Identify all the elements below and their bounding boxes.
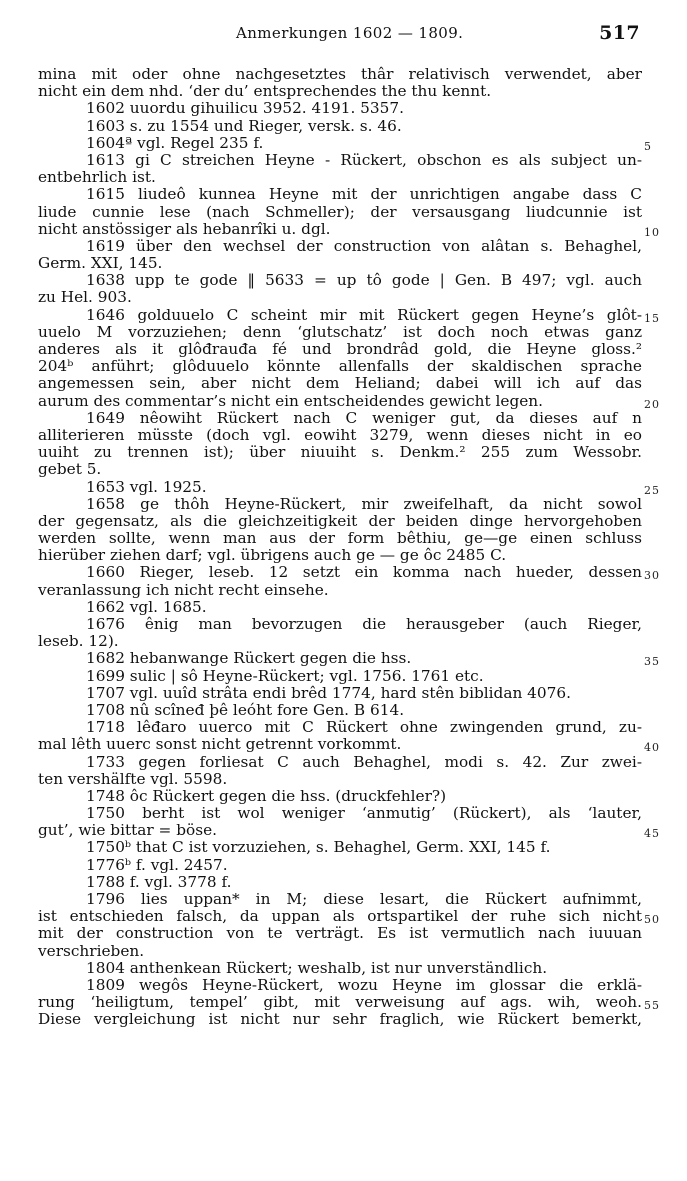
text-line [38, 391, 660, 411]
text-line [38, 169, 642, 186]
line-text: mit der construction von te verträgt. Es ist vermutlich nach iuuuan [38, 924, 642, 943]
line-text: 1796 lies uppan* in M; diese lesart, die Rückert aufnimmt, [86, 890, 642, 908]
line-text: uuelo M vorzuziehen; denn ‘glutschatz’ ist doch noch etwas ganz [38, 322, 642, 341]
text-line [38, 477, 660, 497]
text-line [38, 960, 642, 977]
text-line [38, 719, 642, 736]
text-line [38, 805, 642, 822]
line-text: gebet 5. [38, 460, 102, 479]
line-text: mal lêth uuerc sonst nicht getrennt vorkommt. [38, 735, 402, 754]
line-text: 1707 vgl. uuîd strâta endi brêd 1774, hard stên biblidan 4076. [86, 683, 571, 702]
line-text: der gegensatz, als die gleichzeitigkeit der beiden dinge hervorgehoben [38, 511, 642, 530]
line-text: 1809 wegôs Heyne-Rückert, wozu Heyne im glossar die erklä- [86, 975, 642, 994]
line-number: 20 [644, 397, 660, 411]
line-number: 45 [644, 827, 660, 841]
text-line [38, 754, 642, 771]
text-line [38, 410, 642, 427]
text-line [38, 272, 642, 289]
line-text: 1748 ôc Rückert gegen die hss. (druckfehler?) [86, 786, 447, 805]
text-line [38, 925, 642, 942]
text-line [38, 1011, 642, 1028]
line-text: 1649 nêowiht Rückert nach C weniger gut, da dieses auf n [86, 408, 642, 427]
text-line [38, 616, 642, 633]
line-text: hierüber ziehen darf; vgl. übrigens auch ge — ge ôc 2485 C. [38, 546, 507, 565]
text-line [38, 649, 660, 669]
line-text: 1603 s. zu 1554 und Rieger, versk. s. 46. [86, 116, 402, 135]
line-text: 1653 vgl. 1925. [86, 477, 207, 496]
line-text: 1660 Rieger, leseb. 12 setzt ein komma nach hueder, dessen [86, 563, 642, 582]
line-text: 1788 f. vgl. 3778 f. [86, 872, 232, 891]
text-line [38, 152, 642, 169]
line-text: 1604ª vgl. Regel 235 f. [86, 133, 264, 152]
line-text: 1708 nû scîneđ þê leóht fore Gen. B 614. [86, 700, 405, 719]
text-line [38, 305, 660, 325]
line-text: entbehrlich ist. [38, 168, 156, 187]
line-number: 35 [644, 655, 660, 669]
line-text: 1718 lêđaro uuerco mit C Rückert ohne zwingenden grund, zu- [86, 718, 642, 737]
text-line [38, 857, 642, 874]
line-text: 1776ᵇ f. vgl. 2457. [86, 855, 228, 874]
line-text: nicht ein dem nhd. ‘der du’ entsprechendes the thu kennt. [38, 82, 492, 101]
text-line [38, 118, 642, 135]
line-text: 1613 gi C streichen Heyne - Rückert, obschon es als subject un- [86, 150, 642, 169]
page-number: 517 [599, 22, 640, 44]
text-line [38, 547, 642, 564]
line-text: angemessen sein, aber nicht dem Heliand; dabei will ich auf das [38, 374, 642, 393]
line-text: Germ. XXI, 145. [38, 254, 163, 273]
line-number: 55 [644, 999, 660, 1013]
line-number: 30 [644, 569, 660, 583]
line-number: 5 [644, 139, 652, 153]
text-line [38, 788, 642, 805]
text-line [38, 375, 642, 392]
text-line [38, 771, 642, 788]
text-line [38, 599, 642, 616]
line-text: anderes als it glôđrauđa fé und brondrâd gold, die Heyne gloss.² [38, 340, 642, 358]
line-number: 40 [644, 741, 660, 755]
text-line [38, 219, 660, 239]
text-line [38, 100, 642, 117]
text-line [38, 341, 642, 358]
text-line [38, 943, 642, 960]
running-title: Anmerkungen 1602 — 1809. [236, 24, 464, 42]
line-text: veranlassung ich nicht recht einsehe. [38, 580, 329, 599]
line-text: nicht anstössiger als hebanrîki u. dgl. [38, 219, 331, 238]
text-line [38, 821, 660, 841]
text-line [38, 530, 642, 547]
line-text: werden sollte, wenn man aus der form bêthiu, ge—ge einen schluss [38, 529, 642, 548]
text-line [38, 735, 660, 755]
line-text: aurum des commentar’s nicht ein entscheidendes gewicht legen. [38, 391, 544, 410]
text-line [38, 993, 660, 1013]
text-line [38, 685, 642, 702]
notes-body [38, 65, 660, 1029]
text-line [38, 133, 652, 153]
text-line [38, 668, 642, 685]
text-line [38, 702, 642, 719]
text-line [38, 582, 642, 599]
line-text: leseb. 12). [38, 632, 119, 651]
line-text: 1602 uuordu gihuilicu 3952. 4191. 5357. [86, 99, 404, 118]
text-line [38, 563, 660, 583]
line-text: 1658 ge thôh Heyne-Rückert, mir zweifelhaft, da nicht sowol [86, 494, 642, 513]
text-line [38, 238, 642, 255]
line-text: ist entschieden falsch, da uppan als ortspartikel der ruhe sich nicht [38, 907, 642, 926]
text-line [38, 204, 642, 221]
line-text: rung ‘heiligtum, tempel’ gibt, mit verweisung auf ags. wih, weoh. [38, 993, 642, 1012]
text-line [38, 874, 642, 891]
line-text: ten vershälfte vgl. 5598. [38, 769, 228, 788]
text-line [38, 496, 642, 513]
line-text: 1750ᵇ that C ist vorzuziehen, s. Behaghel, Germ. XXI, 145 f. [86, 838, 551, 857]
line-text: 1699 sulic | sô Heyne-Rückert; vgl. 1756. 1761 etc. [86, 666, 484, 685]
page-header [40, 22, 640, 46]
text-line [38, 83, 642, 100]
line-text: liude cunnie lese (nach Schmeller); der versausgang liudcunnie ist [38, 202, 642, 221]
line-text: Diese vergleichung ist nicht nur sehr fraglich, wie Rückert bemerkt, [38, 1010, 642, 1029]
line-text: verschrieben. [38, 941, 145, 960]
text-line [38, 839, 642, 856]
line-text: gut’, wie bittar = böse. [38, 821, 217, 840]
line-text: uuiht zu trennen ist); über niuuiht s. Denkm.² 255 zum Wessobr. [38, 443, 642, 462]
text-line [38, 461, 642, 478]
text-line [38, 324, 642, 341]
line-text: 1619 über den wechsel der construction von alâtan s. Behaghel, [86, 236, 642, 255]
text-line [38, 891, 642, 908]
line-text: 1646 golduuelo C scheint mir mit Rückert gegen Heyne’s glôt- [86, 305, 642, 324]
text-line [38, 66, 642, 83]
line-number: 50 [644, 913, 660, 927]
line-text: 1804 anthenkean Rückert; weshalb, ist nur unverständlich. [86, 958, 548, 977]
text-line [38, 186, 642, 203]
line-text: 1615 liudeô kunnea Heyne mit der unrichtigen angabe dass C [86, 185, 642, 204]
line-number: 10 [644, 225, 660, 239]
line-number: 25 [644, 483, 660, 497]
text-line [38, 358, 642, 375]
text-line [38, 633, 642, 650]
line-text: zu Hel. 903. [38, 288, 132, 307]
line-text: 1638 upp te gode ‖ 5633 = up tô gode | Gen. B 497; vgl. auch [86, 271, 642, 290]
text-line [38, 427, 642, 444]
line-text: 1682 hebanwange Rückert gegen die hss. [86, 649, 412, 668]
line-text: 1733 gegen forliesat C auch Behaghel, modi s. 42. Zur zwei- [86, 752, 642, 771]
text-line [38, 444, 642, 461]
line-text: alliterieren müsste (doch vgl. eowiht 3279, wenn dieses nicht in eo [38, 425, 642, 444]
line-text: mina mit oder ohne nachgesetztes thâr relativisch verwendet, aber [38, 65, 642, 83]
line-number: 15 [644, 311, 660, 325]
text-line [38, 977, 642, 994]
line-text: 204ᵇ anführt; glôduuelo könnte allenfalls der skaldischen sprache [38, 357, 642, 376]
text-line [38, 907, 660, 927]
line-text: 1662 vgl. 1685. [86, 597, 207, 616]
line-text: 1676 ênig man bevorzugen die herausgeber (auch Rieger, [86, 615, 642, 633]
text-line [38, 255, 642, 272]
text-line [38, 289, 642, 306]
text-line [38, 513, 642, 530]
line-text: 1750 berht ist wol weniger ‘anmutig’ (Rückert), als ‘lauter, [86, 804, 642, 823]
